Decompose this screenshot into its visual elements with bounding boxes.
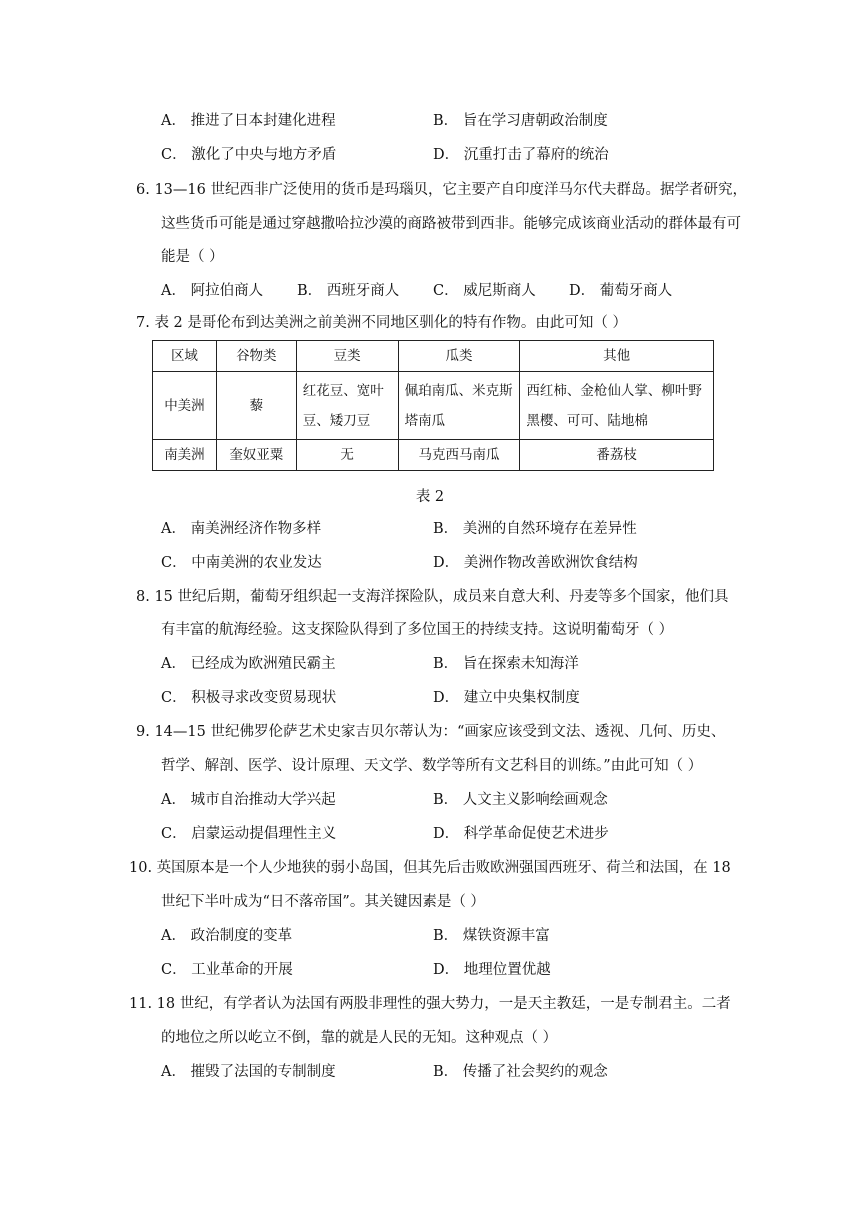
table-header-row	[153, 341, 714, 372]
q7-option-a: A． 南美洲经济作物多样	[161, 521, 322, 537]
q10-stem-line1: 10. 英国原本是一个人少地狭的弱小岛国，但其先后击败欧洲强国西班牙、荷兰和法国，在 18	[129, 860, 731, 876]
q11-option-b: B． 传播了社会契约的观念	[433, 1064, 608, 1080]
q7-stem-line1: 7. 表 2 是哥伦布到达美洲之前美洲不同地区驯化的特有作物。由此可知（ ）	[136, 315, 627, 331]
table-cell: 佩珀南瓜、米克斯塔南瓜	[398, 372, 520, 440]
table-header: 区域	[153, 341, 217, 372]
crops-table	[152, 340, 714, 471]
q9-stem-line1: 9. 14—15 世纪佛罗伦萨艺术史家吉贝尔蒂认为：“画家应该受到文法、透视、几何、历史、	[136, 724, 726, 740]
table-cell: 无	[296, 440, 398, 471]
q10-option-c: C． 工业革命的开展	[161, 962, 293, 978]
q9-option-c: C． 启蒙运动提倡理性主义	[161, 826, 337, 842]
q6-option-c: C． 威尼斯商人	[433, 283, 536, 299]
q5-option-c: C． 激化了中央与地方矛盾	[161, 147, 337, 163]
table-cell: 南美洲	[153, 440, 217, 471]
q11-stem-line2: 的地位之所以屹立不倒，靠的就是人民的无知。这种观点（ ）	[161, 1030, 558, 1046]
table-row	[153, 440, 714, 471]
q6-option-d: D． 葡萄牙商人	[569, 283, 673, 299]
table-header: 瓜类	[398, 341, 520, 372]
table-header: 豆类	[296, 341, 398, 372]
table-cell: 红花豆、宽叶豆、矮刀豆	[296, 372, 398, 440]
q7-option-d: D． 美洲作物改善欧洲饮食结构	[433, 555, 638, 571]
table-cell: 西红柿、金枪仙人掌、柳叶野黑樱、可可、陆地棉	[520, 372, 714, 440]
q8-option-a: A． 已经成为欧洲殖民霸主	[161, 656, 336, 672]
table-cell: 奎奴亚粟	[216, 440, 296, 471]
q8-option-d: D． 建立中央集权制度	[433, 690, 580, 706]
table-cell: 马克西马南瓜	[398, 440, 520, 471]
q8-stem-line2: 有丰富的航海经验。这支探险队得到了多位国王的持续支持。这说明葡萄牙（ ）	[161, 622, 674, 638]
q5-option-a: A． 推进了日本封建化进程	[161, 113, 336, 129]
q9-option-b: B． 人文主义影响绘画观念	[433, 792, 608, 808]
table-header: 其他	[520, 341, 714, 372]
q5-option-d: D． 沉重打击了幕府的统治	[433, 147, 609, 163]
table-cell: 中美洲	[153, 372, 217, 440]
q6-stem-line2: 这些货币可能是通过穿越撒哈拉沙漠的商路被带到西非。能够完成该商业活动的群体最有可	[161, 216, 741, 232]
q8-option-c: C． 积极寻求改变贸易现状	[161, 690, 337, 706]
q10-stem-line2: 世纪下半叶成为“日不落帝国”。其关键因素是（ ）	[161, 894, 485, 910]
q9-stem-line2: 哲学、解剖、医学、设计原理、天文学、数学等所有文艺科目的训练。”由此可知（ ）	[161, 758, 703, 774]
q7-option-b: B． 美洲的自然环境存在差异性	[433, 521, 637, 537]
table-cell: 番荔枝	[520, 440, 714, 471]
q10-option-d: D． 地理位置优越	[433, 962, 551, 978]
q8-option-b: B． 旨在探索未知海洋	[433, 656, 579, 672]
table-row	[153, 372, 714, 440]
q6-stem-line3: 能是（ ）	[161, 249, 224, 265]
q5-option-b: B． 旨在学习唐朝政治制度	[433, 113, 608, 129]
q7-option-c: C． 中南美洲的农业发达	[161, 555, 322, 571]
q10-option-b: B． 煤铁资源丰富	[433, 928, 550, 944]
q11-stem-line1: 11. 18 世纪，有学者认为法国有两股非理性的强大势力，一是天主教廷，一是专制君主。二者	[129, 996, 731, 1012]
table-cell: 藜	[216, 372, 296, 440]
table-header: 谷物类	[216, 341, 296, 372]
q9-option-d: D． 科学革命促使艺术进步	[433, 826, 609, 842]
table-caption: 表 2	[415, 489, 445, 505]
q11-option-a: A． 摧毁了法国的专制制度	[161, 1064, 336, 1080]
q10-option-a: A． 政治制度的变革	[161, 928, 293, 944]
q6-option-a: A． 阿拉伯商人	[161, 283, 264, 299]
q6-stem-line1: 6. 13—16 世纪西非广泛使用的货币是玛瑙贝，它主要产自印度洋马尔代夫群岛。据学者研究，	[136, 182, 747, 198]
q6-option-b: B． 西班牙商人	[297, 283, 400, 299]
q8-stem-line1: 8. 15 世纪后期，葡萄牙组织起一支海洋探险队，成员来自意大利、丹麦等多个国家，他们具	[136, 589, 729, 605]
q9-option-a: A． 城市自治推动大学兴起	[161, 792, 336, 808]
